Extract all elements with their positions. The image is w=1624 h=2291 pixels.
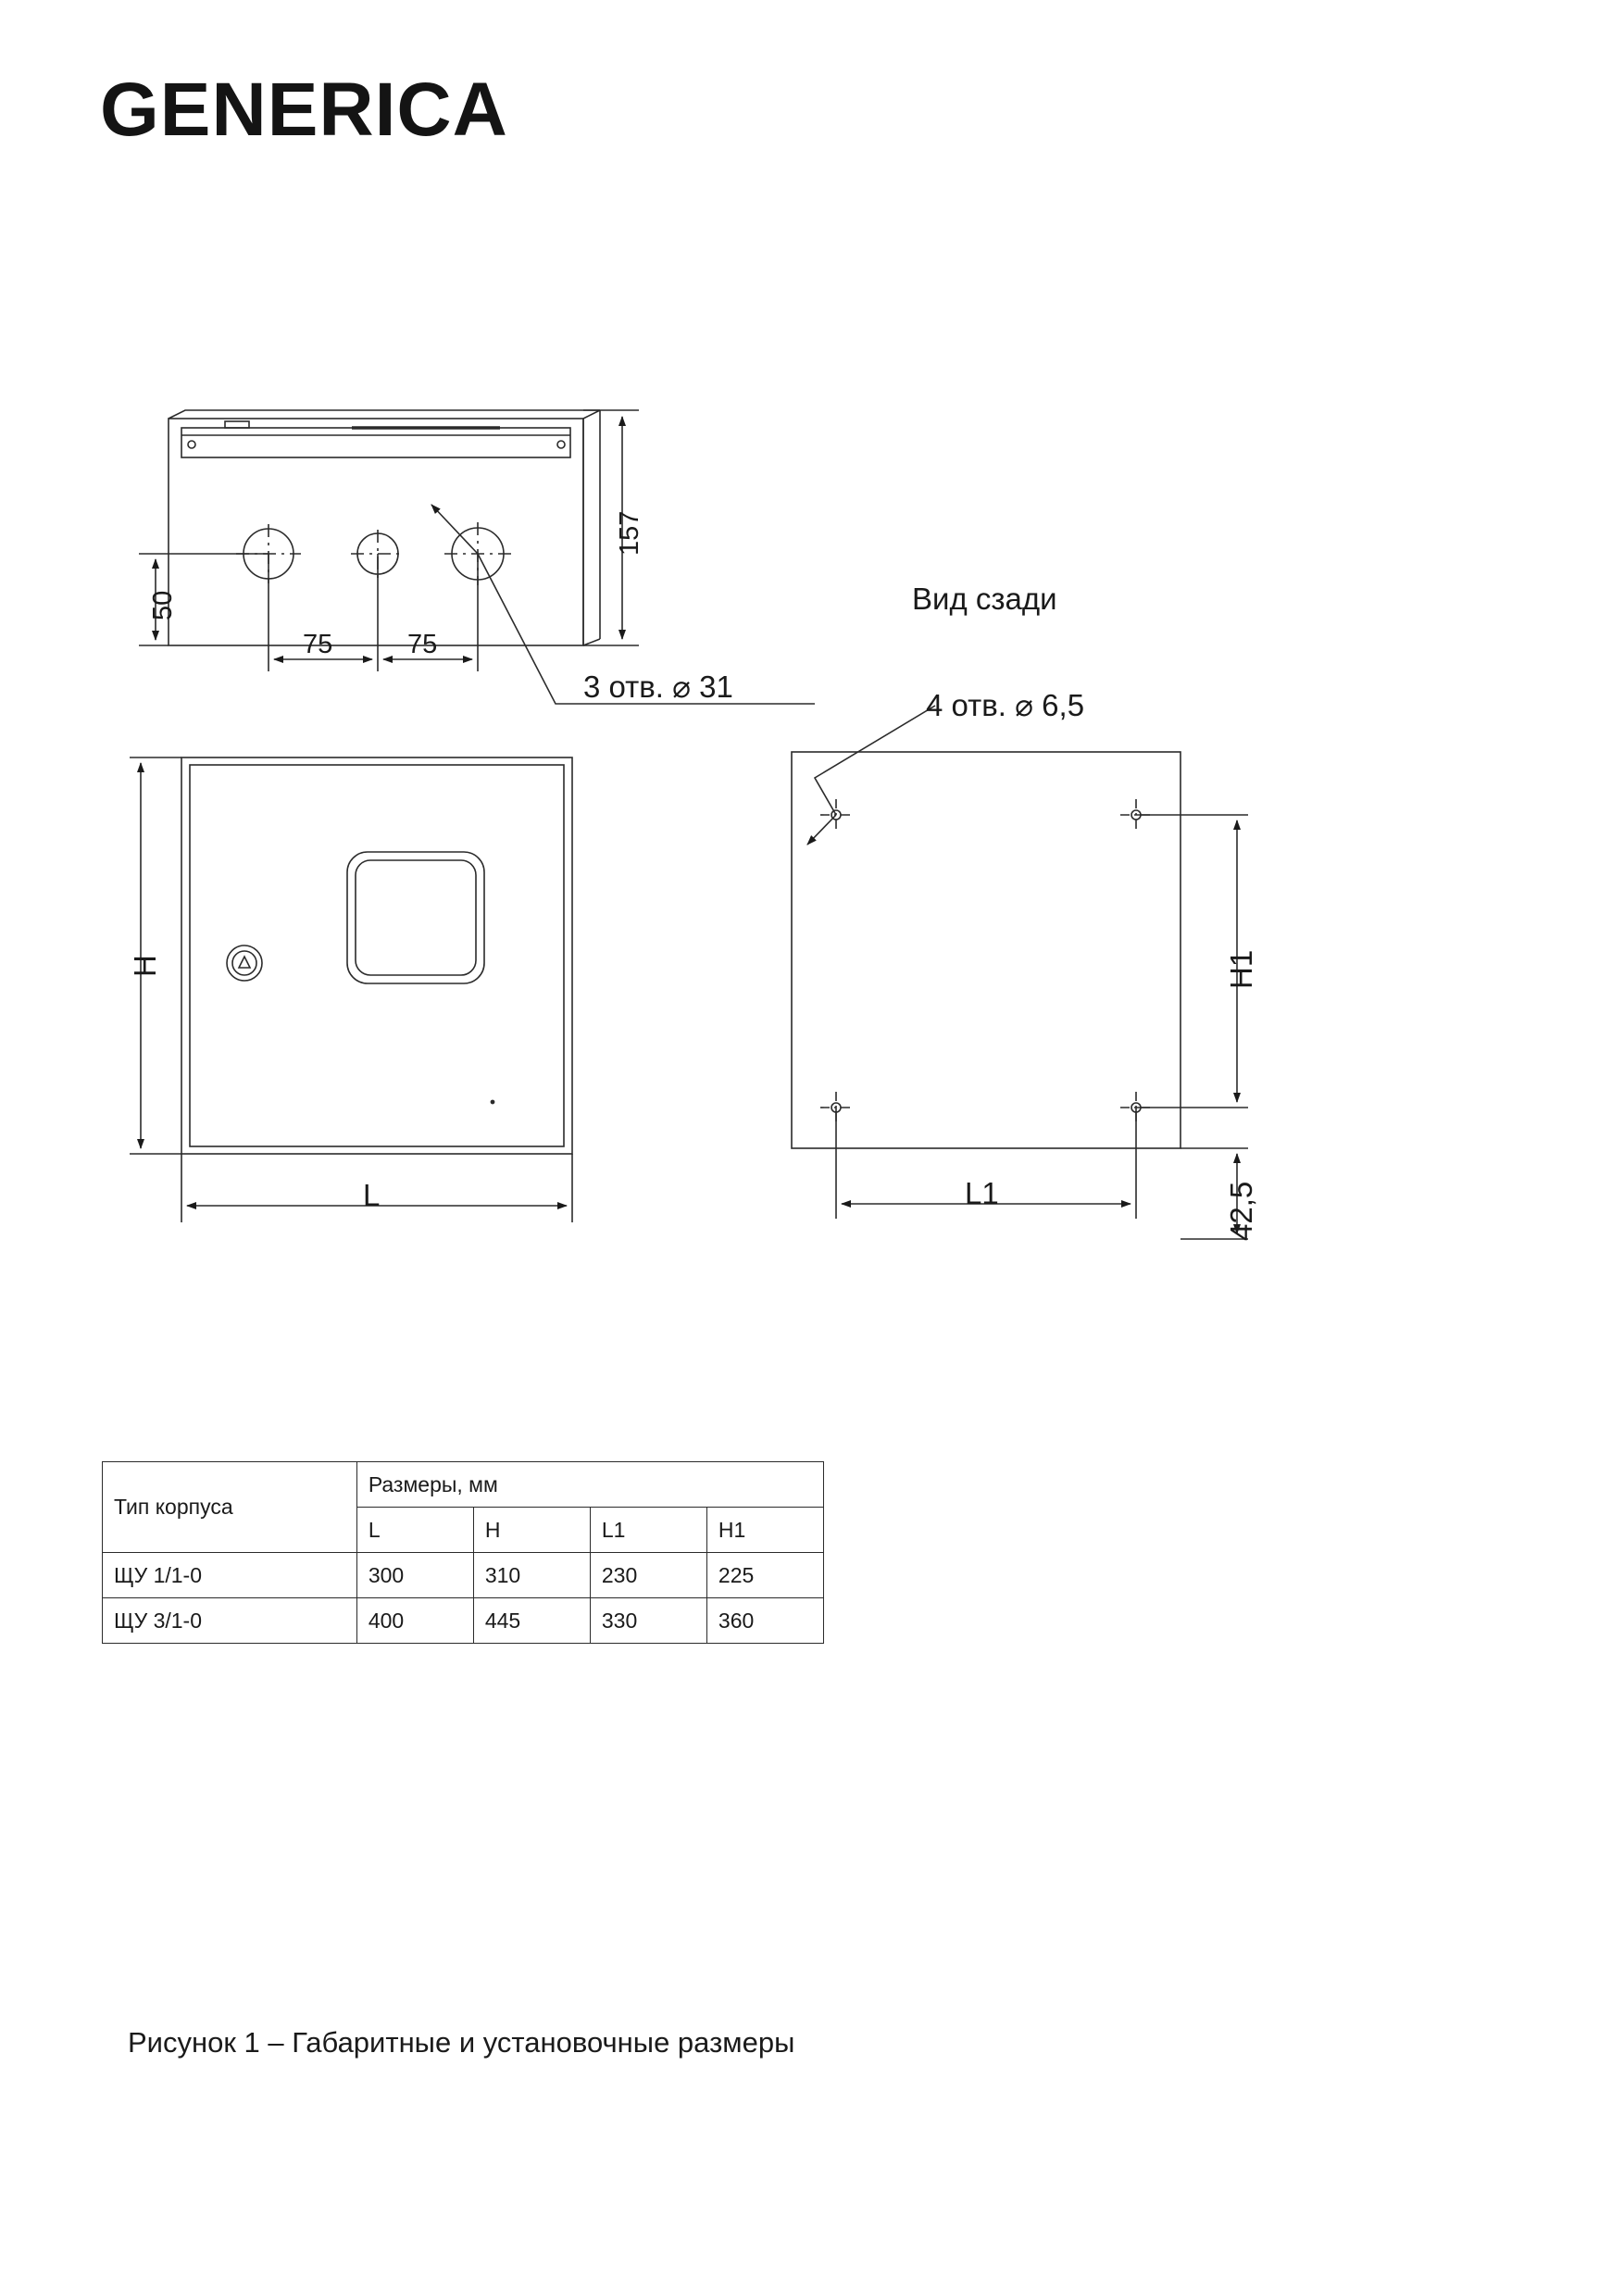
dim-label-75-b: 75: [407, 630, 438, 659]
rear-view-label: Вид сзади: [912, 582, 1057, 616]
cell-H1: 360: [706, 1598, 823, 1644]
dimensions-table: [102, 1461, 824, 1644]
cell-L1: 230: [590, 1553, 706, 1598]
dim-label-H1: H1: [1224, 949, 1258, 989]
table-row: [103, 1598, 824, 1644]
table-header-L1: L1: [590, 1508, 706, 1553]
dim-label-42-5: 42,5: [1224, 1181, 1258, 1241]
dim-label-75-a: 75: [303, 630, 333, 659]
cell-type: ЩУ 1/1-0: [103, 1553, 357, 1598]
figure-caption: Рисунок 1 – Габаритные и установочные размеры: [128, 2026, 795, 2059]
table-header-L: L: [356, 1508, 473, 1553]
cell-H1: 225: [706, 1553, 823, 1598]
table-header-type: Тип корпуса: [103, 1462, 357, 1553]
table-header-H1: H1: [706, 1508, 823, 1553]
table-header-row-1: [103, 1462, 824, 1508]
brand-logo: GENERICA: [100, 68, 508, 152]
table-header-sizes: Размеры, мм: [356, 1462, 823, 1508]
dim-label-50: 50: [148, 590, 178, 620]
annotation-holes-65: 4 отв. ⌀ 6,5: [926, 688, 1085, 722]
cell-type: ЩУ 3/1-0: [103, 1598, 357, 1644]
annotation-holes-31: 3 отв. ⌀ 31: [583, 670, 733, 704]
dim-label-157: 157: [615, 510, 644, 556]
cell-L: 300: [356, 1553, 473, 1598]
dim-label-L1: L1: [965, 1176, 999, 1210]
cell-L1: 330: [590, 1598, 706, 1644]
cell-H: 310: [473, 1553, 590, 1598]
cell-H: 445: [473, 1598, 590, 1644]
cell-L: 400: [356, 1598, 473, 1644]
table-header-H: H: [473, 1508, 590, 1553]
front-view-outline: [181, 757, 572, 1154]
rear-view-outline: [792, 752, 1181, 1148]
dim-label-H: H: [128, 955, 162, 977]
dim-label-L: L: [363, 1178, 381, 1212]
table-row: [103, 1553, 824, 1598]
top-view-outline: [169, 410, 600, 645]
